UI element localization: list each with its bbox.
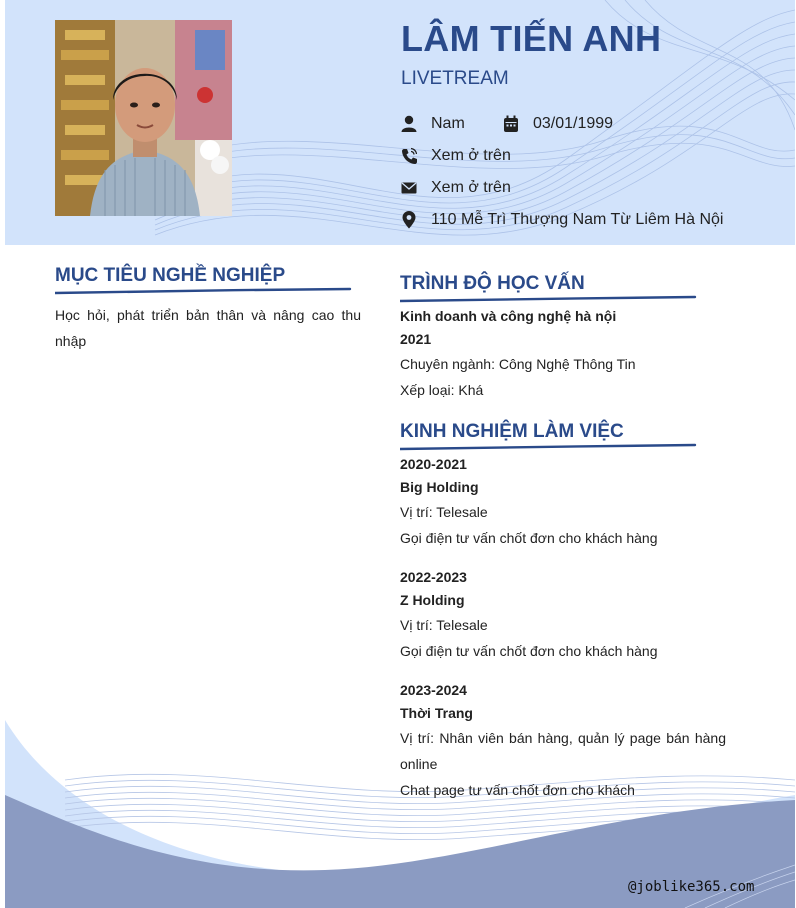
gender-value: Nam [431, 115, 465, 132]
watermark: @joblike365.com [628, 879, 755, 895]
objective-underline [55, 286, 355, 296]
phone-icon [401, 147, 417, 165]
job-description: Chat page tư vấn chốt đơn cho khách [400, 782, 635, 798]
user-icon [401, 115, 417, 133]
job-description: Gọi điện tư vấn chốt đơn cho khách hàng [400, 643, 658, 659]
header-banner [5, 0, 795, 245]
candidate-name: LÂM TIẾN ANH [401, 18, 662, 59]
job-position: Vị trí: Telesale [400, 504, 488, 520]
education-school: Kinh doanh và công nghệ hà nội [400, 308, 617, 324]
calendar-icon [503, 115, 519, 133]
education-year: 2021 [400, 331, 432, 347]
envelope-icon [401, 179, 417, 197]
profile-photo [55, 20, 232, 216]
cv-page [5, 0, 795, 908]
birthdate-value: 03/01/1999 [533, 115, 614, 132]
job-position: Vị trí: Telesale [400, 617, 488, 633]
job-period: 2023-2024 [400, 682, 467, 698]
education-underline [400, 294, 700, 304]
education-major: Chuyên ngành: Công Nghệ Thông Tin [400, 356, 636, 372]
job-description: Gọi điện tư vấn chốt đơn cho khách hàng [400, 530, 658, 546]
job-title: LIVETREAM [401, 68, 509, 89]
objective-text: Học hỏi, phát triển bản thân và nâng cao thu nhập [55, 307, 361, 349]
objective-heading: MỤC TIÊU NGHỀ NGHIỆP [55, 265, 286, 286]
experience-underline [400, 442, 700, 452]
address-value: 110 Mễ Trì Thượng Nam Từ Liêm Hà Nội [431, 211, 724, 228]
job-company: Big Holding [400, 479, 479, 495]
job-company: Z Holding [400, 592, 465, 608]
location-pin-icon [401, 211, 417, 229]
education-grade: Xếp loại: Khá [400, 382, 484, 398]
education-heading: TRÌNH ĐỘ HỌC VẤN [400, 273, 585, 294]
email-value: Xem ở trên [431, 179, 511, 196]
phone-value: Xem ở trên [431, 147, 511, 164]
job-position: Vị trí: Nhân viên bán hàng, quản lý page bán hàng online [400, 730, 726, 772]
experience-heading: KINH NGHIỆM LÀM VIỆC [400, 421, 624, 442]
job-company: Thời Trang [400, 705, 473, 721]
job-period: 2022-2023 [400, 569, 467, 585]
job-period: 2020-2021 [400, 456, 467, 472]
